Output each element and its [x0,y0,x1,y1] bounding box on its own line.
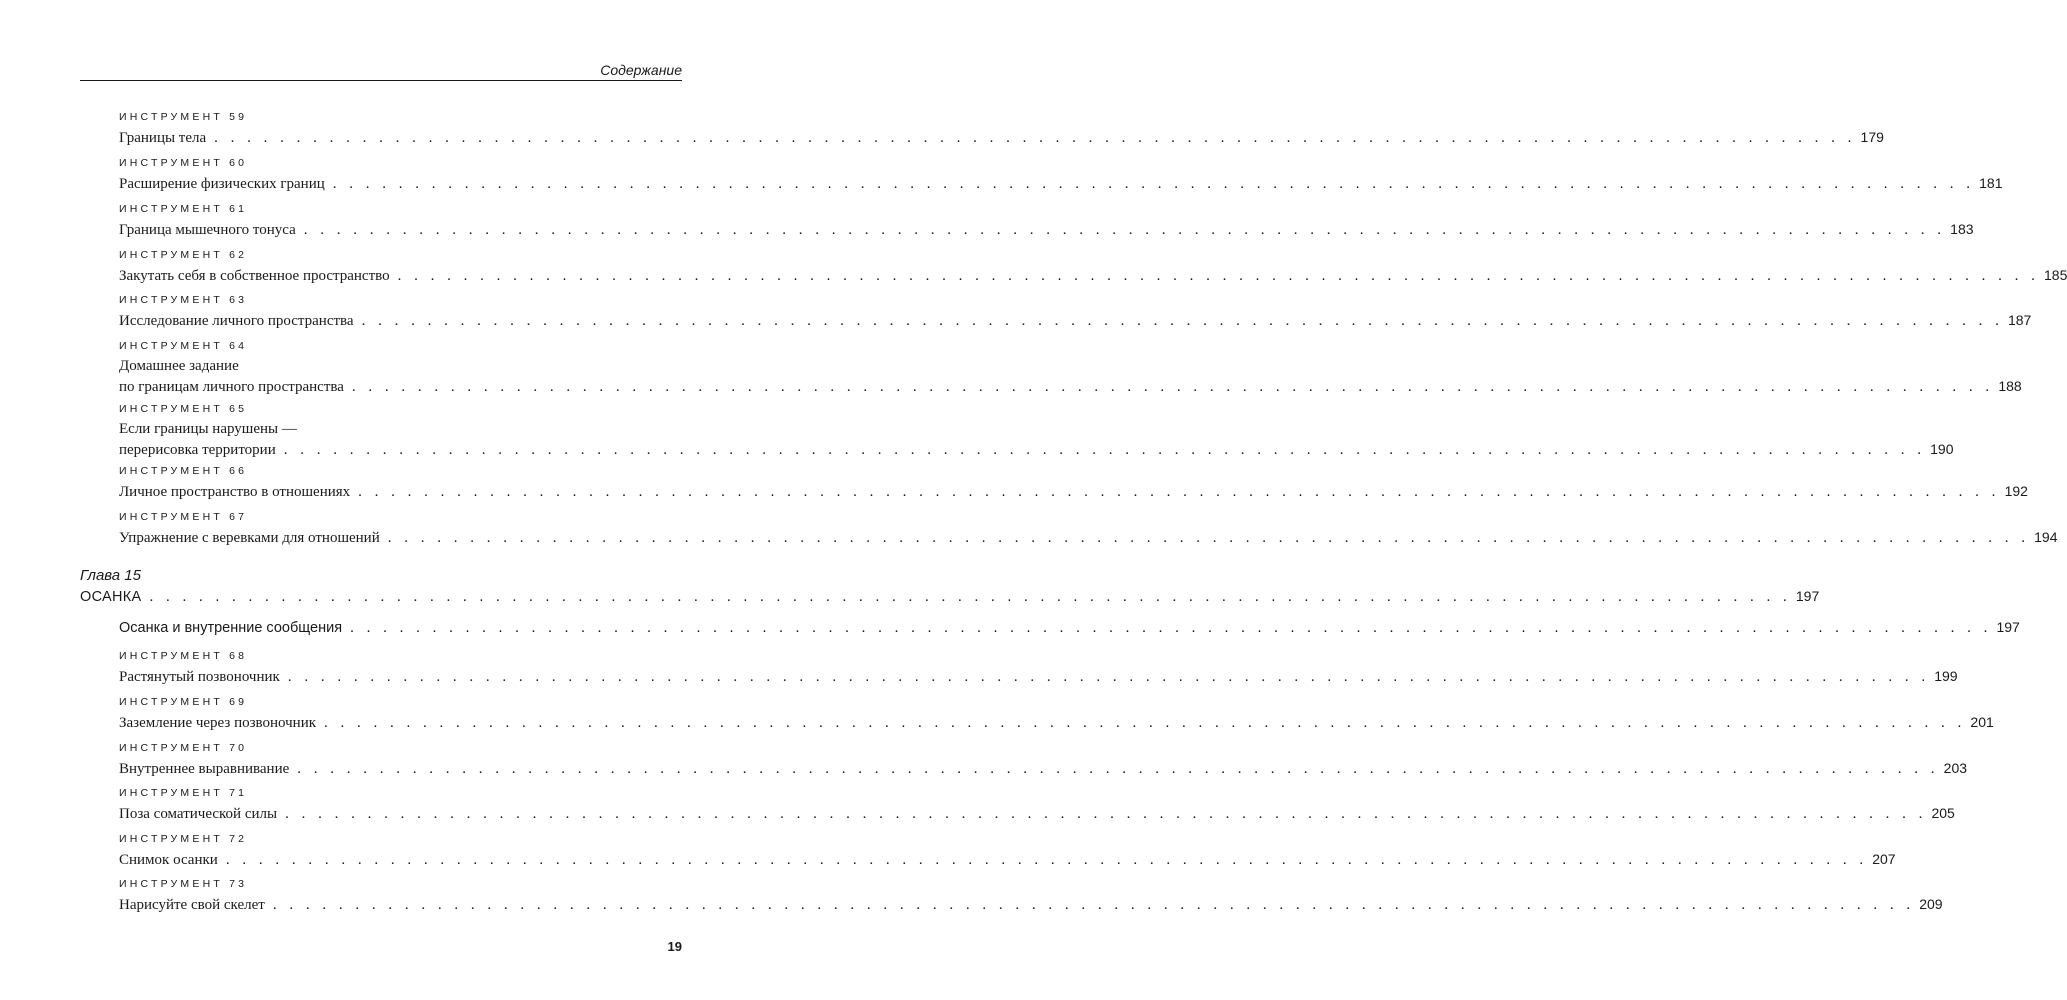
entry-title: Исследование личного пространства [119,313,354,329]
toc-chapter-15[interactable] [80,566,1820,607]
entry-page: 188 [1998,378,2022,394]
entry-page: 183 [1950,221,1974,237]
tool-label: ИНСТРУМЕНТ 71 [119,787,248,799]
chapter-page: 197 [1795,588,1820,604]
entry-page: 203 [1943,760,1968,776]
chapter-title: ОСАНКА [80,589,142,605]
entry-page: 187 [2007,312,2032,328]
section-title: Осанка и внутренние сообщения [119,620,343,636]
entry-title: Границы тела [119,130,207,146]
section-page: 197 [1996,619,2020,635]
tool-label: ИНСТРУМЕНТ 59 [119,111,248,123]
tool-label: ИНСТРУМЕНТ 66 [119,465,248,477]
entry-title: перерисовка территории [119,442,276,458]
tool-label: ИНСТРУМЕНТ 73 [119,878,248,890]
entry-title: Личное пространство в отношениях [119,484,351,500]
entry-title: Нарисуйте свой скелет [119,897,265,913]
dot-leader: . . . . . . . . . . . . . . . . . . . . . . . . . . . . . . . . . . . . . . . . . . . . . . . . . . . . . . . . . . . . . . . . . . . . . . . . . . . . . . . . . . . . . . . . . . . . . . . . . . . . [287,669,1930,685]
running-head: Содержание [600,62,682,78]
chapter-label: Глава 15 [80,567,141,584]
toc-entry-tool-63[interactable] [119,293,2032,331]
dot-leader: . . . . . . . . . . . . . . . . . . . . . . . . . . . . . . . . . . . . . . . . . . . . . . . . . . . . . . . . . . . . . . . . . . . . . . . . . . . . . . . . . . . . . . . . . . . . . . . . . . . . [272,897,1915,913]
toc-entry-tool-71[interactable] [119,786,1955,824]
dot-leader: . . . . . . . . . . . . . . . . . . . . . . . . . . . . . . . . . . . . . . . . . . . . . . . . . . . . . . . . . . . . . . . . . . . . . . . . . . . . . . . . . . . . . . . . . . . . . . . . . . . . [214,130,1856,146]
toc-entry-tool-67[interactable] [119,510,2058,548]
entry-title: Граница мышечного тонуса [119,222,296,238]
tool-label: ИНСТРУМЕНТ 69 [119,696,248,708]
tool-label: ИНСТРУМЕНТ 67 [119,511,248,523]
entry-page: 207 [1872,851,1896,867]
toc-entry-tool-72[interactable] [119,832,1896,870]
entry-title: Закутать себя в собственное пространство [119,268,390,284]
dot-leader: . . . . . . . . . . . . . . . . . . . . . . . . . . . . . . . . . . . . . . . . . . . . . . . . . . . . . . . . . . . . . . . . . . . . . . . . . . . . . . . . . . . . . . . . . . . . . . . . . . . . [149,589,1792,605]
tool-label: ИНСТРУМЕНТ 60 [119,157,248,169]
tool-label: ИНСТРУМЕНТ 72 [119,833,248,845]
dot-leader: . . . . . . . . . . . . . . . . . . . . . . . . . . . . . . . . . . . . . . . . . . . . . . . . . . . . . . . . . . . . . . . . . . . . . . . . . . . . . . . . . . . . . . . . . . . . . . . . . . . . [332,176,1975,192]
toc-entry-tool-64[interactable] [119,339,2022,397]
entry-title: Заземление через позвоночник [119,715,317,731]
header-rule [80,80,682,81]
entry-title: Расширение физических границ [119,176,325,192]
dot-leader: . . . . . . . . . . . . . . . . . . . . . . . . . . . . . . . . . . . . . . . . . . . . . . . . . . . . . . . . . . . . . . . . . . . . . . . . . . . . . . . . . . . . . . . . . . . . . . . . . . . . [285,806,1927,822]
entry-title-line1: Если границы нарушены — [119,421,297,437]
entry-page: 190 [1930,441,1954,457]
page-number: 19 [667,939,682,954]
entry-title: Снимок осанки [119,852,218,868]
dot-leader: . . . . . . . . . . . . . . . . . . . . . . . . . . . . . . . . . . . . . . . . . . . . . . . . . . . . . . . . . . . . . . . . . . . . . . . . . . . . . . . . . . . . . . . . . . . . . . . . . . . . [358,484,2000,500]
dot-leader: . . . . . . . . . . . . . . . . . . . . . . . . . . . . . . . . . . . . . . . . . . . . . . . . . . . . . . . . . . . . . . . . . . . . . . . . . . . . . . . . . . . . . . . . . . . . . . . . . . . . [297,761,1940,777]
toc-entry-tool-65[interactable] [119,402,1954,460]
entry-page: 209 [1919,896,1943,912]
entry-title-line1: Домашнее задание [119,358,239,374]
tool-label: ИНСТРУМЕНТ 62 [119,249,248,261]
toc-section-posture-messages[interactable] [119,617,2020,638]
entry-title: Растянутый позвоночник [119,669,280,685]
dot-leader: . . . . . . . . . . . . . . . . . . . . . . . . . . . . . . . . . . . . . . . . . . . . . . . . . . . . . . . . . . . . . . . . . . . . . . . . . . . . . . . . . . . . . . . . . . . . . . . . . . . . [303,222,1946,238]
dot-leader: . . . . . . . . . . . . . . . . . . . . . . . . . . . . . . . . . . . . . . . . . . . . . . . . . . . . . . . . . . . . . . . . . . . . . . . . . . . . . . . . . . . . . . . . . . . . . . . . . . . . [225,852,1868,868]
dot-leader: . . . . . . . . . . . . . . . . . . . . . . . . . . . . . . . . . . . . . . . . . . . . . . . . . . . . . . . . . . . . . . . . . . . . . . . . . . . . . . . . . . . . . . . . . . . . . . . . . . . . [397,268,2040,284]
toc-entry-tool-73[interactable] [119,877,1943,915]
tool-label: ИНСТРУМЕНТ 68 [119,650,248,662]
tool-label: ИНСТРУМЕНТ 70 [119,742,248,754]
dot-leader: . . . . . . . . . . . . . . . . . . . . . . . . . . . . . . . . . . . . . . . . . . . . . . . . . . . . . . . . . . . . . . . . . . . . . . . . . . . . . . . . . . . . . . . . . . . . . . . . . . . . [387,530,2030,546]
entry-title: Внутреннее выравнивание [119,761,290,777]
entry-page: 201 [1970,714,1994,730]
toc-entry-tool-60[interactable] [119,156,2003,194]
toc-entry-tool-70[interactable] [119,741,1968,779]
toc-entry-tool-69[interactable] [119,695,1994,733]
entry-page: 181 [1979,175,2003,191]
tool-label: ИНСТРУМЕНТ 65 [119,403,248,415]
dot-leader: . . . . . . . . . . . . . . . . . . . . . . . . . . . . . . . . . . . . . . . . . . . . . . . . . . . . . . . . . . . . . . . . . . . . . . . . . . . . . . . . . . . . . . . . . . . . . . . . . . . . [350,620,1992,636]
dot-leader: . . . . . . . . . . . . . . . . . . . . . . . . . . . . . . . . . . . . . . . . . . . . . . . . . . . . . . . . . . . . . . . . . . . . . . . . . . . . . . . . . . . . . . . . . . . . . . . . . . . . [283,442,1926,458]
entry-page: 194 [2034,529,2058,545]
dot-leader: . . . . . . . . . . . . . . . . . . . . . . . . . . . . . . . . . . . . . . . . . . . . . . . . . . . . . . . . . . . . . . . . . . . . . . . . . . . . . . . . . . . . . . . . . . . . . . . . . . . . [324,715,1966,731]
tool-label: ИНСТРУМЕНТ 64 [119,340,248,352]
entry-page: 185 [2044,267,2067,283]
tool-label: ИНСТРУМЕНТ 63 [119,294,248,306]
dot-leader: . . . . . . . . . . . . . . . . . . . . . . . . . . . . . . . . . . . . . . . . . . . . . . . . . . . . . . . . . . . . . . . . . . . . . . . . . . . . . . . . . . . . . . . . . . . . . . . . . . . . [361,313,2004,329]
dot-leader: . . . . . . . . . . . . . . . . . . . . . . . . . . . . . . . . . . . . . . . . . . . . . . . . . . . . . . . . . . . . . . . . . . . . . . . . . . . . . . . . . . . . . . . . . . . . . . . . . . . . [351,379,1994,395]
entry-page: 179 [1860,129,1884,145]
toc-entry-tool-66[interactable] [119,464,2028,502]
entry-title: Поза соматической силы [119,806,278,822]
entry-page: 192 [2004,483,2028,499]
toc-entry-tool-61[interactable] [119,202,1974,240]
toc-entry-tool-59[interactable] [119,110,1884,148]
entry-title: Упражнение с веревками для отношений [119,530,380,546]
tool-label: ИНСТРУМЕНТ 61 [119,203,248,215]
toc-entry-tool-62[interactable] [119,248,2067,286]
entry-page: 199 [1934,668,1958,684]
entry-title: по границам личного пространства [119,379,344,395]
toc-entry-tool-68[interactable] [119,649,1958,687]
entry-page: 205 [1931,805,1955,821]
